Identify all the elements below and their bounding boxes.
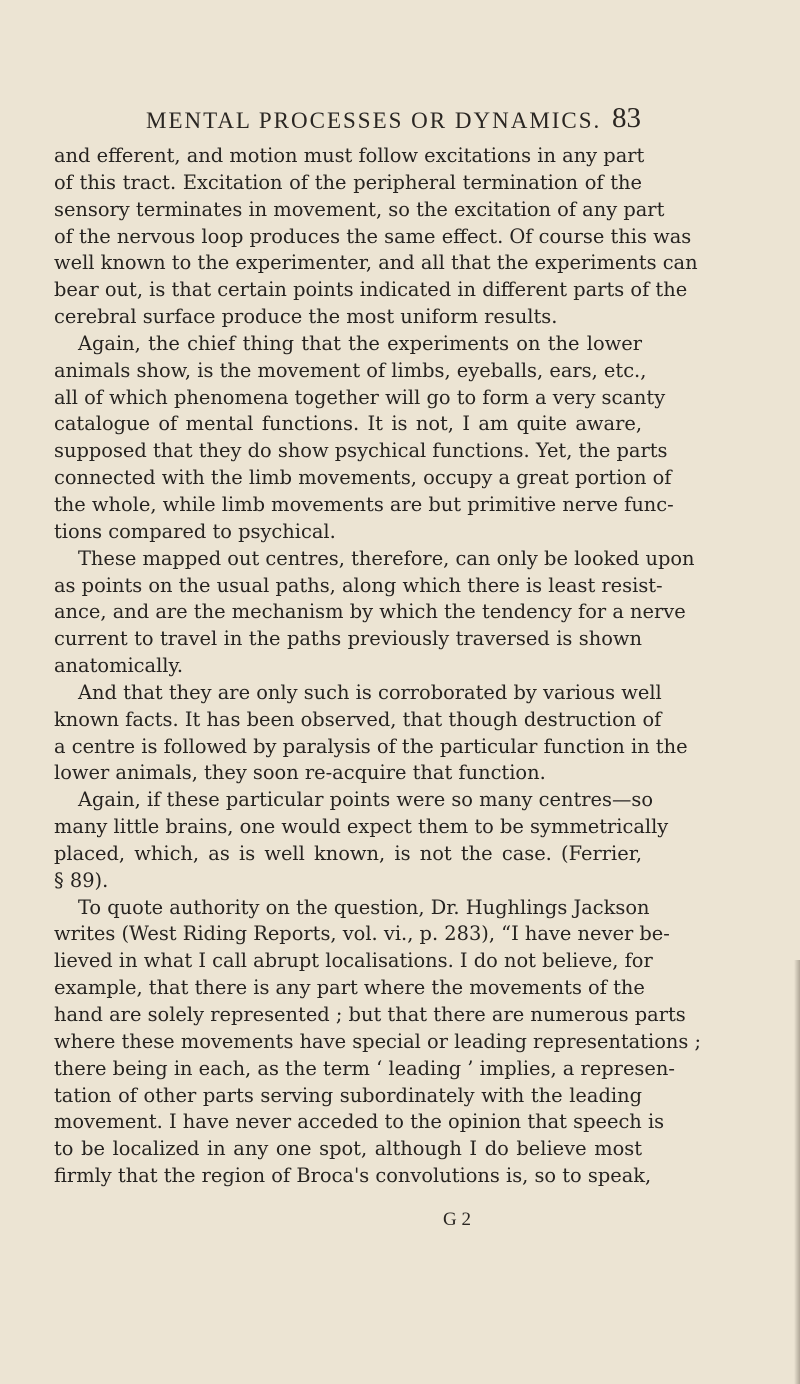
text-line: well known to the experimenter, and all that the experiments can <box>54 251 698 275</box>
text-line: many little brains, one would expect them to be symmetrically <box>54 815 669 839</box>
text-line: hand are solely represented ; but that there are numerous parts <box>54 1003 686 1026</box>
text-line: sensory terminates in movement, so the excitation of any part <box>54 197 665 221</box>
text-line: there being in each, as the term ‘ leading ’ implies, a represen- <box>54 1056 675 1080</box>
text-line: all of which phenomena together will go to form a very scanty <box>54 385 666 409</box>
body-text <box>54 143 702 1190</box>
text-line: known facts. It has been observed, that though destruction of <box>54 707 662 731</box>
text-line: tions compared to psychical. <box>54 519 336 543</box>
page-edge-shadow <box>794 960 800 1384</box>
text-line: catalogue of mental functions. It is not, I am quite aware, <box>54 412 642 436</box>
text-line: tation of other parts serving subordinately with the leading <box>54 1083 642 1107</box>
text-line: example, that there is any part where the movements of the <box>54 976 645 1000</box>
text-line: and efferent, and motion must follow excitations in any part <box>54 144 645 167</box>
text-line: § 89). <box>54 868 109 892</box>
text-line: bear out, is that certain points indicated in different parts of the <box>54 278 688 302</box>
text-line: supposed that they do show psychical functions. Yet, the parts <box>54 439 668 463</box>
text-line: writes (West Riding Reports, vol. vi., p. 283), “I have never be- <box>54 922 670 946</box>
running-head: MENTAL PROCESSES OR DYNAMICS. <box>146 108 602 133</box>
text-line: the whole, while limb movements are but primitive nerve func- <box>54 492 674 516</box>
text-line: ance, and are the mechanism by which the tendency for a nerve <box>54 600 686 624</box>
text-line: connected with the limb movements, occupy a great portion of <box>54 466 672 490</box>
text-line: Again, if these particular points were so many centres—so <box>78 788 653 812</box>
text-line: And that they are only such is corroborated by various well <box>78 680 662 704</box>
text-line: These mapped out centres, therefore, can only be looked upon <box>78 546 695 570</box>
text-line: anatomically. <box>54 654 184 678</box>
page-number: 83 <box>612 102 641 134</box>
text-line: to be localized in any one spot, although I do believe most <box>54 1137 642 1161</box>
text-line: lieved in what I call abrupt localisations. I do not believe, for <box>54 949 653 973</box>
text-line: lower animals, they soon re-acquire that function. <box>54 761 546 785</box>
text-line: of the nervous loop produces the same effect. Of course this was <box>54 224 692 248</box>
text-line: animals show, is the movement of limbs, eyeballs, ears, etc., <box>54 358 647 382</box>
text-line: of this tract. Excitation of the peripheral termination of the <box>54 170 642 194</box>
page-header <box>0 102 800 142</box>
text-line: To quote authority on the question, Dr. Hughlings Jackson <box>78 895 650 919</box>
signature-mark: G 2 <box>443 1209 471 1230</box>
text-line: where these movements have special or leading representations ; <box>54 1029 702 1053</box>
text-line: as points on the usual paths, along which there is least resist- <box>54 573 663 597</box>
text-line: cerebral surface produce the most uniform results. <box>54 305 558 329</box>
text-line: Again, the chief thing that the experiments on the lower <box>78 331 642 355</box>
text-line: movement. I have never acceded to the opinion that speech is <box>54 1110 665 1134</box>
text-line: placed, which, as is well known, is not the case. (Ferrier, <box>54 841 642 865</box>
text-line: current to travel in the paths previously traversed is shown <box>54 627 642 651</box>
text-line: a centre is followed by paralysis of the particular function in the <box>54 734 688 758</box>
text-line: firmly that the region of Broca's convolutions is, so to speak, <box>54 1164 652 1188</box>
